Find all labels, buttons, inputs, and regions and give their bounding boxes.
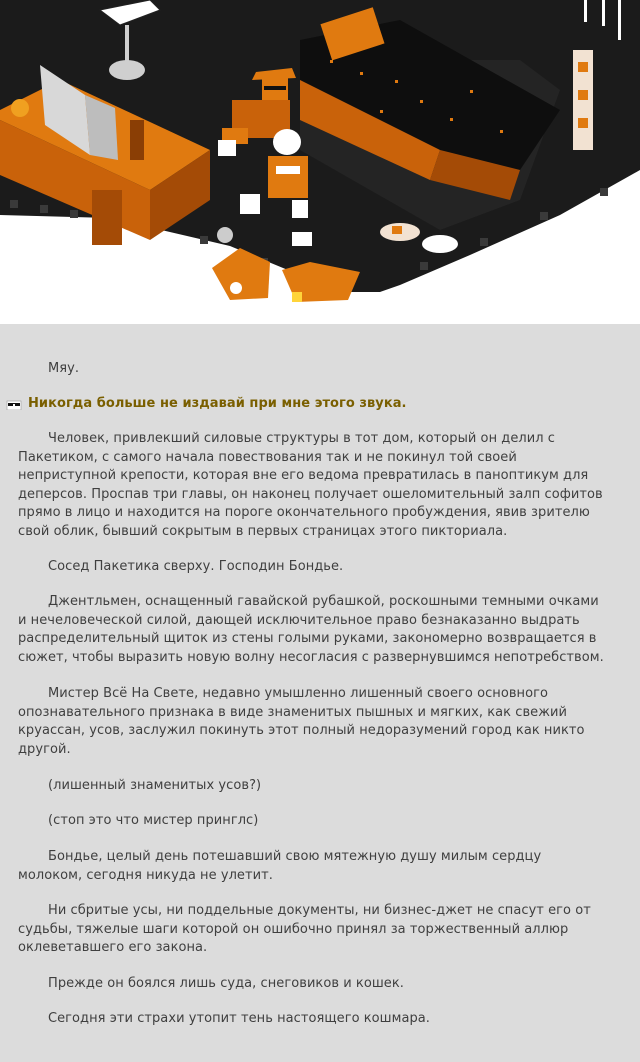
speech-line bbox=[28, 395, 614, 414]
paragraph: Джентльмен, оснащенный гавайской рубашкой, роскошными темными очками и нечеловеческой силой, дающей исключительное право безнаказанно выдрать распределительный щиток из стены голыми руками, закономерно возвращается в сюжет, чтобы выразить новую волну несогласия с развернувшимся непотребством. bbox=[18, 594, 604, 665]
paragraph: Сосед Пакетика сверху. Господин Бондье. bbox=[48, 559, 344, 574]
bedroom-scene-art bbox=[0, 0, 640, 324]
ball bbox=[217, 227, 233, 243]
story-text bbox=[0, 324, 640, 1062]
sunglasses-icon bbox=[5, 398, 23, 417]
tall-vase bbox=[573, 50, 593, 150]
paragraph: Человек, привлекший силовые структуры в тот дом, который он делил с Пакетиком, с самого начала повествования так и не покинул той своей неприступной крепости, которая вне его ведома превратилась в паноптикум для деперсов. Проспав три главы, он наконец получает ошеломительный залп софитов прямо в лицо и находится на пороге окончательного пробуждения, явив зрителю свой облик, бывший сокрытым в первых страницах этого пикториала. bbox=[18, 431, 603, 539]
speech-text: Никогда больше не издавай при мне этого звука. bbox=[28, 396, 407, 411]
paragraph: Бондье, целый день потешавший свою мятежную душу милым сердцу молоком, сегодня никуда не улетит. bbox=[18, 849, 542, 883]
paragraph: Мистер Всё На Свете, недавно умышленно лишенный своего основного опознавательного признака в виде знаменитых пышных и мягких, как свежий круассан, усов, заслужил покинуть этот полный недоразумений город как никто другой. bbox=[18, 686, 585, 757]
pixel-art-illustration bbox=[0, 0, 640, 324]
paragraph: (лишенный знаменитых усов?) bbox=[48, 778, 262, 793]
paragraph: (стоп это что мистер принглс) bbox=[48, 813, 259, 828]
paragraph: Прежде он боялся лишь суда, снеговиков и кошек. bbox=[48, 976, 404, 991]
paragraph: Сегодня эти страхи утопит тень настоящего кошмара. bbox=[48, 1011, 430, 1026]
paragraph: Мяу. bbox=[48, 361, 80, 376]
paragraph: Ни сбритые усы, ни поддельные документы, ни бизнес-джет не спасут его от судьбы, тяжелые шаги которой он ошибочно принял за торжественный аллюр оклеветавшего его закона. bbox=[18, 903, 591, 955]
